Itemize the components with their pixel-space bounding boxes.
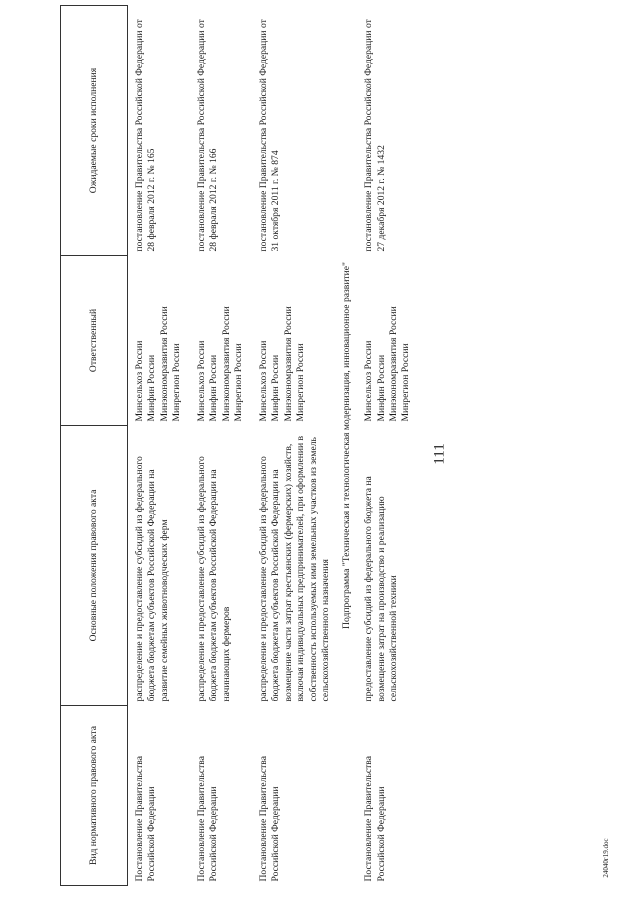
cell-provisions: распределение и предоставление субсидий из федерального бюджета бюджетам субъектов Российской Федерации на возмещение части затрат крестьянских (фермерских) хозяйств, включая индивидуальных предпринимателей, при оформлении в собственность используемых ими земельных участков из земель сельскохозяйственного назначения <box>257 435 332 702</box>
cell-responsible <box>128 256 190 426</box>
cell-provisions: распределение и предоставление субсидий из федерального бюджета бюджетам субъектов Российской Федерации на начинающих фермеров <box>195 456 232 702</box>
responsible-item: Минэкономразвития России <box>158 306 170 422</box>
cell-provisions: предоставление субсидий из федерального бюджета на возмещение затрат на производство и реализацию сельскохозяйственной техники <box>363 476 399 702</box>
table-row <box>252 6 337 886</box>
responsible-item: Минсельхоз России <box>257 340 269 422</box>
responsible-item: Минрегион России <box>171 343 183 422</box>
header-provisions: Основные положения правового акта <box>61 426 128 706</box>
cell-deadline: постановление Правительства Российской Федерации от 28 февраля 2012 г. № 166 <box>195 19 220 252</box>
header-act-type: Вид нормативного правового акта <box>61 706 128 886</box>
responsible-item: Минфин России <box>208 354 220 422</box>
responsible-item: Минрегион России <box>295 343 307 422</box>
table-row <box>190 6 252 886</box>
page-number: 111 <box>431 443 448 465</box>
responsible-item: Минрегион России <box>400 343 412 422</box>
responsible-item: Минфин России <box>375 354 387 422</box>
subprogram-title: Подпрограмма "Техническая и технологическая модернизация, инновационное развитие" <box>340 262 352 629</box>
responsible-item: Минэкономразвития России <box>282 306 294 422</box>
cell-responsible <box>190 256 252 426</box>
cell-responsible <box>357 256 419 426</box>
header-responsible: Ответственный <box>61 256 128 426</box>
responsible-item: Минсельхоз России <box>195 340 207 422</box>
header-deadline: Ожидаемые сроки исполнения <box>61 6 128 256</box>
regulatory-acts-table-container <box>60 6 490 886</box>
table-row <box>357 6 419 886</box>
table-header-row <box>61 6 128 886</box>
cell-act-type: Постановление Правительства Российской Федерации <box>195 756 220 882</box>
responsible-item: Минсельхоз России <box>134 340 145 422</box>
responsible-item: Минфин России <box>270 354 282 422</box>
document-code: 24040г19.doc <box>602 838 610 878</box>
cell-responsible <box>252 256 337 426</box>
cell-deadline: постановление Правительства Российской Федерации от 28 февраля 2012 г. № 165 <box>134 19 158 252</box>
responsible-item: Минэкономразвития России <box>220 306 232 422</box>
cell-deadline: постановление Правительства Российской Федерации от 31 октября 2011 г. № 874 <box>257 19 282 252</box>
cell-provisions: распределение и предоставление субсидий из федерального бюджета бюджетам субъектов Российской Федерации на развитие семейных животноводческих ферм <box>134 456 170 702</box>
responsible-item: Минрегион России <box>233 343 245 422</box>
subprogram-row <box>337 6 357 886</box>
table-row <box>128 6 190 886</box>
responsible-item: Минфин России <box>146 354 158 422</box>
cell-act-type: Постановление Правительства Российской Федерации <box>257 756 282 882</box>
cell-act-type: Постановление Правительства Российской Федерации <box>363 756 387 882</box>
cell-act-type: Постановление Правительства Российской Федерации <box>134 756 158 882</box>
responsible-item: Минсельхоз России <box>363 340 375 422</box>
responsible-item: Минэкономразвития России <box>387 306 399 422</box>
regulatory-acts-table <box>60 5 419 886</box>
cell-deadline: постановление Правительства Российской Федерации от 27 декабря 2012 г. № 1432 <box>363 19 387 252</box>
